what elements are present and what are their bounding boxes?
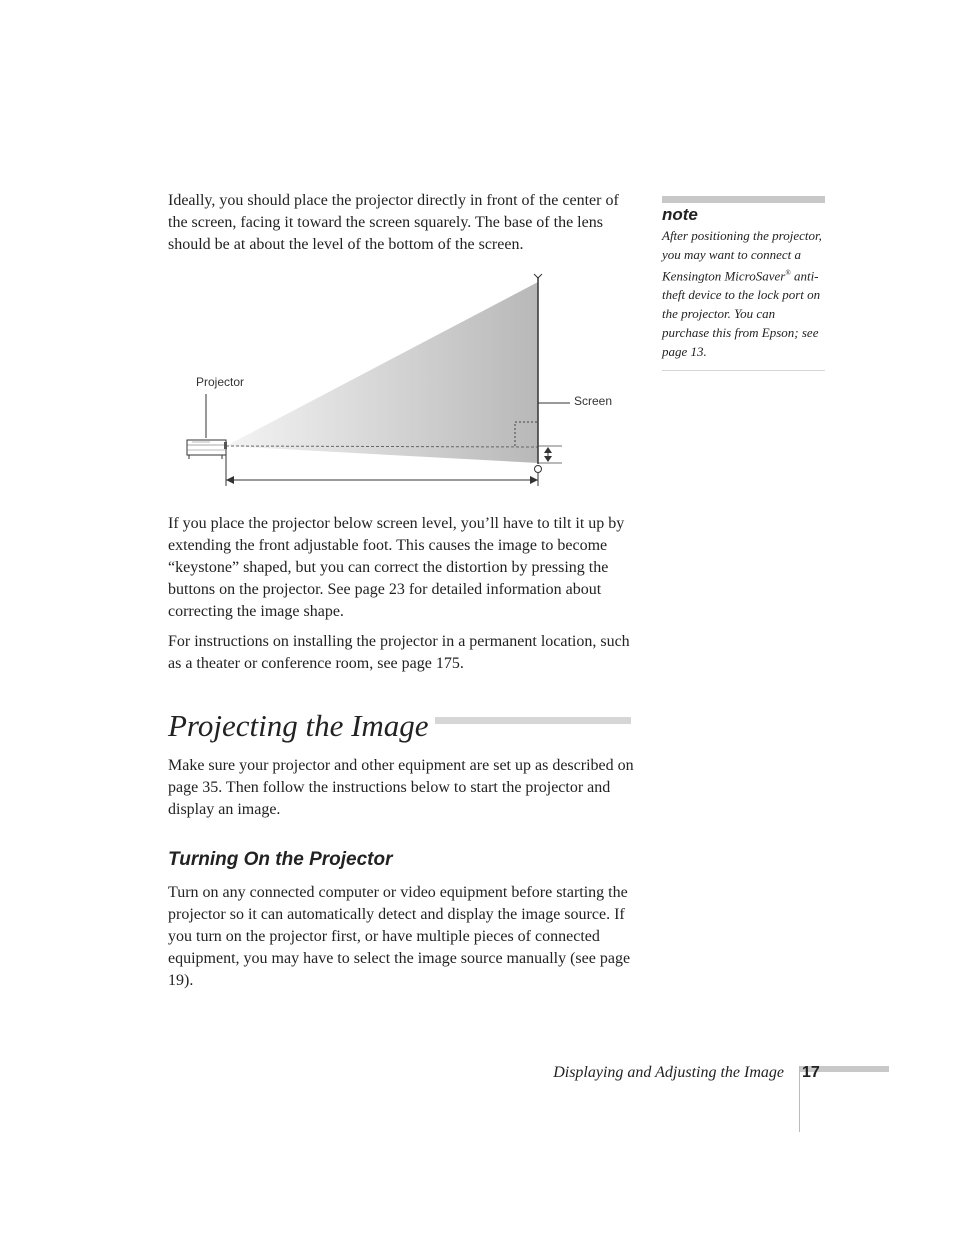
tilt-paragraph: If you place the projector below screen level, you’ll have to tilt it up by extending the front adjustable foot. This causes the image to become “keystone” shaped, but you can correct the distortion by pressing the buttons on the projector. See page 23 for detailed information about correcting the image shape.	[168, 515, 625, 620]
screen-label: Screen	[574, 394, 613, 408]
offset-arrow-up	[544, 447, 552, 453]
distance-arrow-left	[226, 476, 234, 484]
note-bar	[662, 196, 825, 203]
section-paragraph: Make sure your projector and other equipment are set up as described on page 35. Then follow the instructions below to start the projector and display an image.	[168, 757, 634, 818]
note-text	[662, 226, 825, 361]
projector-icon	[187, 440, 227, 459]
footer-chapter-title: Displaying and Adjusting the Image	[553, 1064, 784, 1081]
footer-rule	[799, 1066, 800, 1132]
note-text-main: After positioning the projector, you may want to connect a Kensington MicroSaver	[662, 228, 822, 284]
screen-base-circle	[535, 466, 542, 473]
screen-top-hook	[534, 274, 542, 278]
projector-label: Projector	[196, 375, 245, 389]
note-title: note	[662, 205, 698, 224]
registered-mark: ®	[785, 269, 791, 277]
note-text-rest: anti-theft device to the lock port on the projector. You can purchase this from Epson; see page 13.	[662, 268, 821, 360]
subsection-title: Turning On the Projector	[168, 849, 393, 870]
distance-arrow-right	[530, 476, 538, 484]
note-sidebar	[662, 196, 825, 371]
projector-placement-diagram	[180, 268, 613, 490]
note-divider	[662, 370, 825, 371]
page-number: 17	[802, 1064, 820, 1081]
intro-paragraph: Ideally, you should place the projector directly in front of the center of the screen, facing it toward the screen squarely. The base of the lens should be at about the level of the bottom of the screen.	[168, 192, 619, 253]
projection-beam	[226, 282, 538, 463]
subsection-paragraph: Turn on any connected computer or video equipment before starting the projector so it can automatically detect and display the image source. If you turn on the projector first, or have multiple pieces of connected equipment, you may have to select the image source manually (see page 19).	[168, 884, 631, 989]
section-title: Projecting the Image	[168, 704, 435, 748]
offset-arrow-down	[544, 456, 552, 462]
install-paragraph: For instructions on installing the projector in a permanent location, such as a theater or conference room, see page 175.	[168, 633, 630, 672]
